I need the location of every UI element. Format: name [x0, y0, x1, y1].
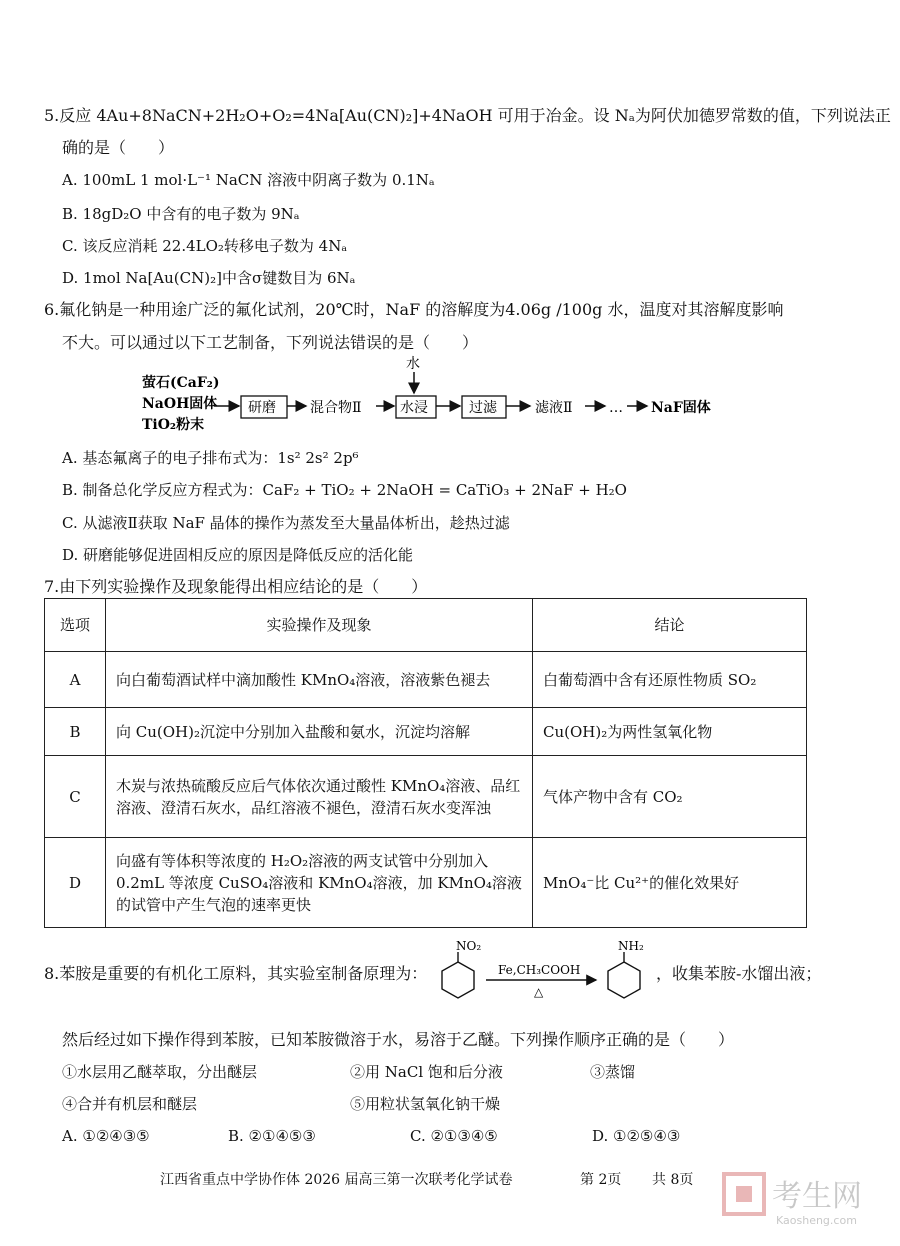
row-operation: 木炭与浓热硫酸反应后气体依次通过酸性 KMnO₄溶液、品红溶液、澄清石灰水，品红溶液不褪色，澄清石灰水变浑浊 — [106, 756, 533, 838]
watermark-brand: 考生网 — [772, 1179, 862, 1214]
amino-group-label: NH₂ — [618, 939, 644, 953]
footer-title: 江西省重点中学协作体 2026 届高三第一次联考化学试卷 — [160, 1172, 513, 1188]
q8-option-b: B. ②①④⑤③ — [228, 1127, 316, 1145]
q8-step-1: ①水层用乙醚萃取，分出醚层 — [62, 1063, 258, 1081]
q8-stem-tail: ，收集苯胺-水馏出液； — [656, 964, 822, 983]
row-conclusion: 白葡萄酒中含有还原性物质 SO₂ — [533, 652, 807, 708]
row-option: A — [45, 652, 106, 708]
q8-option-a: A. ①②④③⑤ — [62, 1127, 150, 1145]
q8-stem-line1: 8.苯胺是重要的有机化工原料，其实验室制备原理为： — [44, 964, 428, 983]
table-row — [45, 756, 807, 838]
kaosheng-watermark — [720, 1164, 880, 1234]
flow-mixture: 混合物Ⅱ — [310, 400, 362, 416]
q6-option-c: C. 从滤液Ⅱ获取 NaF 晶体的操作为蒸发至大量晶体析出，趁热过滤 — [62, 514, 510, 532]
nitrobenzene-structure — [442, 939, 481, 998]
q5-option-d: D. 1mol Na[Au(CN)₂]中含σ键数目为 6Nₐ — [62, 269, 356, 287]
flow-product: NaF固体 — [651, 400, 711, 416]
table-row — [45, 652, 807, 708]
row-operation: 向白葡萄酒试样中滴加酸性 KMnO₄溶液，溶液紫色褪去 — [106, 652, 533, 708]
flow-input-tio2: TiO₂粉末 — [142, 417, 205, 433]
flow-input-fluorite: 萤石(CaF₂) — [142, 375, 220, 391]
q6-stem-line2: 不大。可以通过以下工艺制备，下列说法错误的是（ ） — [62, 333, 479, 352]
flow-step-leach: 水浸 — [400, 400, 428, 416]
q8-option-c: C. ②①③④⑤ — [410, 1127, 498, 1145]
q7-experiment-table — [44, 598, 807, 928]
q5-stem-line2: 确的是（ ） — [62, 138, 175, 157]
q8-step-2: ②用 NaCl 饱和后分液 — [350, 1063, 503, 1081]
row-conclusion: Cu(OH)₂为两性氢氧化物 — [533, 708, 807, 756]
q6-process-flow — [130, 354, 730, 434]
row-option: D — [45, 838, 106, 928]
q6-option-a: A. 基态氟离子的电子排布式为：1s² 2s² 2p⁶ — [62, 449, 359, 467]
row-conclusion: MnO₄⁻比 Cu²⁺的催化效果好 — [533, 838, 807, 928]
footer-page-number: 第 2页 — [580, 1172, 622, 1188]
nitro-group-label: NO₂ — [456, 939, 482, 953]
q8-option-d: D. ①②⑤④③ — [592, 1127, 681, 1145]
q5-option-c: C. 该反应消耗 22.4LO₂转移电子数为 4Nₐ — [62, 237, 348, 255]
flow-step-grind: 研磨 — [248, 400, 276, 416]
kaosheng-logo-icon — [720, 1164, 880, 1234]
flow-water-label: 水 — [406, 356, 420, 372]
q6-option-b: B. 制备总化学反应方程式为：CaF₂ + TiO₂ + 2NaOH = CaTiO₃ + 2NaF + H₂O — [62, 481, 627, 499]
flow-filtrate: 滤液Ⅱ — [535, 400, 573, 416]
q5-stem-line1: 5.反应 4Au+8NaCN+2H₂O+O₂=4Na[Au(CN)₂]+4NaOH 可用于冶金。设 Nₐ为阿伏加德罗常数的值，下列说法正 — [44, 106, 891, 125]
q8-stem-line2: 然后经过如下操作得到苯胺，已知苯胺微溶于水，易溶于乙醚。下列操作顺序正确的是（ ） — [62, 1030, 735, 1049]
row-operation: 向盛有等体积等浓度的 H₂O₂溶液的两支试管中分别加入 0.2mL 等浓度 CuSO₄溶液和 KMnO₄溶液，加 KMnO₄溶液的试管中产生气泡的速率更快 — [106, 838, 533, 928]
aniline-structure — [608, 939, 644, 998]
flow-ellipsis: … — [609, 400, 623, 416]
table-row — [45, 708, 807, 756]
q7-stem: 7.由下列实验操作及现象能得出相应结论的是（ ） — [44, 577, 428, 596]
q8-step-4: ④合并有机层和醚层 — [62, 1095, 198, 1113]
table-header-row — [45, 599, 807, 652]
q5-option-b: B. 18gD₂O 中含有的电子数为 9Nₐ — [62, 205, 300, 223]
header-option: 选项 — [45, 599, 106, 652]
footer-total-pages: 共 8页 — [652, 1172, 694, 1188]
table-row — [45, 838, 807, 928]
heat-symbol: △ — [534, 985, 544, 999]
flow-step-filter: 过滤 — [469, 400, 497, 416]
row-option: B — [45, 708, 106, 756]
row-conclusion: 气体产物中含有 CO₂ — [533, 756, 807, 838]
q8-reaction-scheme — [436, 934, 656, 1010]
header-operation: 实验操作及现象 — [106, 599, 533, 652]
q5-option-a: A. 100mL 1 mol·L⁻¹ NaCN 溶液中阴离子数为 0.1Nₐ — [62, 171, 435, 189]
q6-option-d: D. 研磨能够促进固相反应的原因是降低反应的活化能 — [62, 546, 414, 564]
watermark-site: Kaosheng.com — [776, 1214, 857, 1227]
row-operation: 向 Cu(OH)₂沉淀中分别加入盐酸和氨水，沉淀均溶解 — [106, 708, 533, 756]
q8-step-5: ⑤用粒状氢氧化钠干燥 — [350, 1095, 501, 1113]
q6-stem-line1: 6.氟化钠是一种用途广泛的氟化试剂，20℃时，NaF 的溶解度为4.06g /100g 水，温度对其溶解度影响 — [44, 300, 784, 319]
header-conclusion: 结论 — [533, 599, 807, 652]
reaction-reagents: Fe,CH₃COOH — [498, 963, 581, 977]
q8-step-3: ③蒸馏 — [590, 1063, 636, 1081]
flow-input-naoh: NaOH固体 — [142, 396, 218, 412]
row-option: C — [45, 756, 106, 838]
